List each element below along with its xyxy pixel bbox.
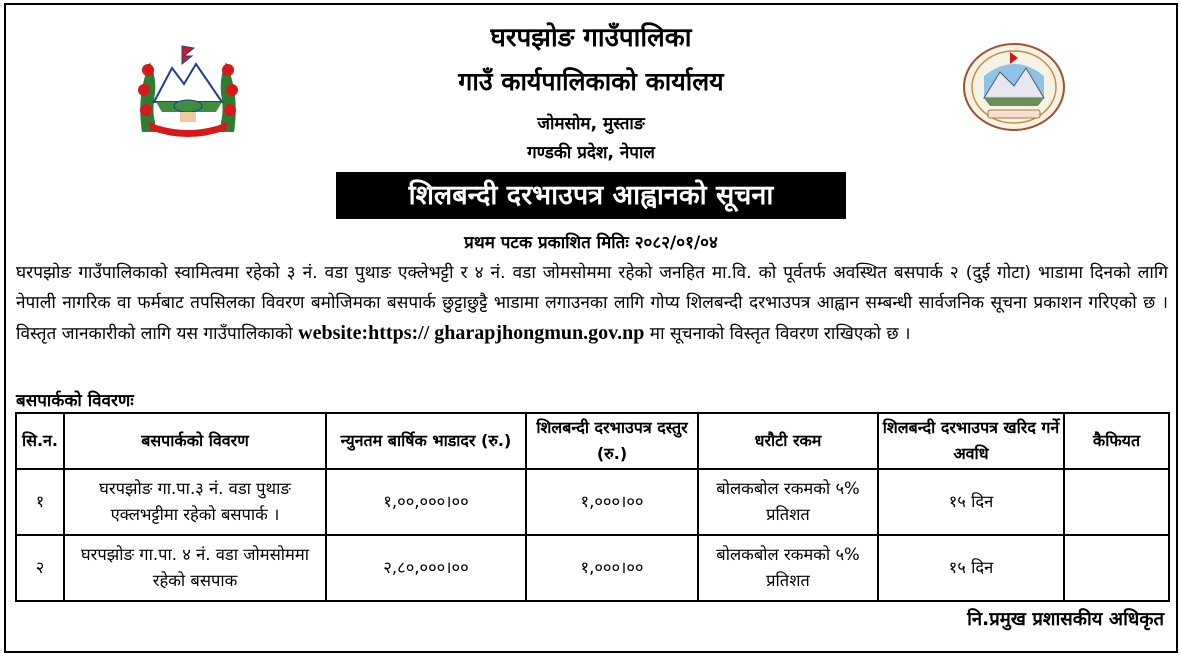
municipality-name: घरपझोङ गाउँपालिका xyxy=(490,23,692,53)
col-header-rent: न्युनतम बार्षिक भाडादर (रु.) xyxy=(326,413,526,469)
notice-body xyxy=(16,258,1168,349)
cell-remarks xyxy=(1064,469,1169,535)
cell-rent: १,००,०००।०० xyxy=(326,469,526,535)
table-row xyxy=(16,469,1169,535)
cell-deposit: बोलकबोल रकमको ५% प्रतिशत xyxy=(698,535,878,601)
cell-period: १५ दिन xyxy=(878,535,1064,601)
office-province: गण्डकी प्रदेश, नेपाल xyxy=(527,143,655,163)
notice-body-tail: मा सूचनाको विस्तृत विवरण राखिएको छ । xyxy=(649,324,911,344)
table-heading: बसपार्कको विवरणः xyxy=(16,391,134,411)
cell-desc: घरपझोङ गा.पा. ४ नं. वडा जोमसोममा रहेको बसपाक xyxy=(64,535,326,601)
cell-sn: २ xyxy=(16,535,64,601)
cell-remarks xyxy=(1064,535,1169,601)
office-name: गाउँ कार्यपालिकाको कार्यालय xyxy=(458,67,724,96)
table-header-row xyxy=(16,413,1169,469)
cell-period: १५ दिन xyxy=(878,469,1064,535)
col-header-remarks: कैफियत xyxy=(1064,413,1169,469)
col-header-sn: सि.न. xyxy=(16,413,64,469)
signatory-title: नि.प्रमुख प्रशासकीय अधिकृत xyxy=(967,609,1164,630)
cell-desc: घरपझोङ गा.पा.३ नं. वडा पुथाङ एक्लभट्टीमा रहेको बसपार्क । xyxy=(64,469,326,535)
col-header-desc: बसपार्कको विवरण xyxy=(64,413,326,469)
col-header-fee: शिलबन्दी दरभाउपत्र दस्तुर (रु.) xyxy=(526,413,698,469)
buspark-table xyxy=(15,412,1170,602)
publish-date: प्रथम पटक प्रकाशित मितिः २०८२/०१/०४ xyxy=(464,233,718,253)
notice-title: शिलबन्दी दरभाउपत्र आह्वानको सूचना xyxy=(336,172,846,219)
office-address: जोमसोम, मुस्ताङ xyxy=(537,114,645,134)
cell-fee: १,०००।०० xyxy=(526,469,698,535)
table-row xyxy=(16,535,1169,601)
cell-deposit: बोलकबोल रकमको ५% प्रतिशत xyxy=(698,469,878,535)
website-link[interactable]: website:https:// gharapjhongmun.gov.np xyxy=(298,322,645,344)
cell-fee: १,०००।०० xyxy=(526,535,698,601)
col-header-period: शिलबन्दी दरभाउपत्र खरिद गर्ने अवधि xyxy=(878,413,1064,469)
cell-sn: १ xyxy=(16,469,64,535)
notice-body-text: घरपझोङ गाउँपालिकाको स्वामित्वमा रहेको ३ नं. वडा पुथाङ एक्लेभट्टी र ४ नं. वडा जोमसोममा रहेको जनहित मा.वि. को पूर्वतर्फ अवस्थित बसपार्क २ (दुई गोटा) भाडामा दिनको लागि नेपाली नागरिक वा फर्मबाट तपसिलका विवरण बमोजिमका बसपार्क छुट्टाछुट्टै भाडामा लगाउनका लागि गोप्य शिलबन्दी दरभाउपत्र आह्वान सम्बन्धी सार्वजनिक सूचना प्रकाशन गरिएको छ । विस्तृत जानकारीको लागि यस गाउँपालिकाको xyxy=(16,263,1168,344)
cell-rent: २,८०,०००।०० xyxy=(326,535,526,601)
col-header-deposit: धरौटी रकम xyxy=(698,413,878,469)
